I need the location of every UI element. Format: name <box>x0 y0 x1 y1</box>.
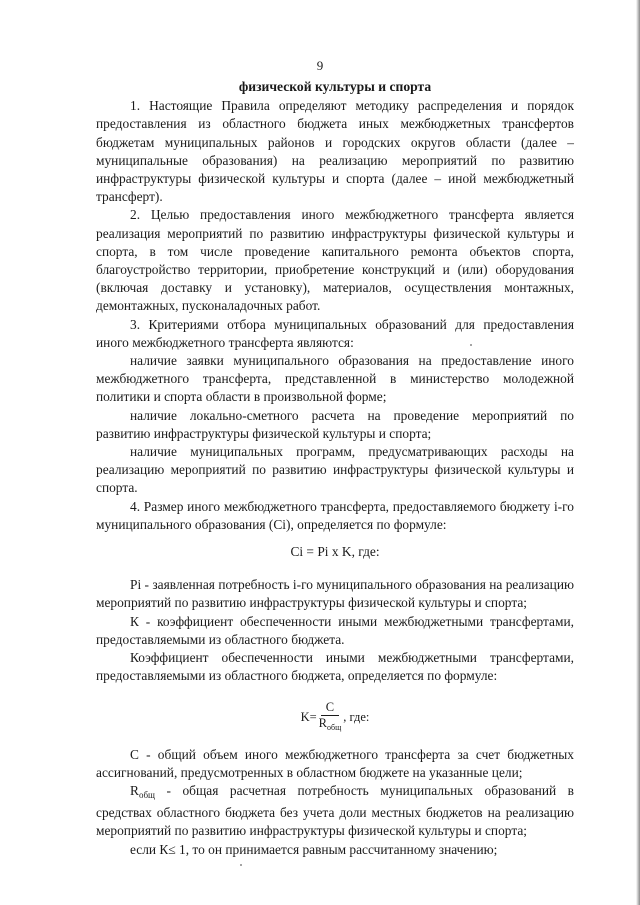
section-title: физической культуры и спорта <box>238 79 432 94</box>
paragraph-8 <box>96 576 574 612</box>
paragraph-6: наличие муниципальных программ, предусматривающих расходы на реализацию мероприятий по развитию инфраструктуры физической культуры и спорта. <box>96 444 574 496</box>
scan-edge-shadow <box>636 0 640 905</box>
denominator-symbol: R <box>318 715 328 730</box>
paragraph-12 <box>96 782 574 841</box>
document-body <box>96 78 574 859</box>
scan-speck <box>240 864 242 866</box>
paragraph-8-text: - заявленная потребность i-го муниципального образования на реализацию мероприятий по развитию инфраструктуры физической культуры и спорта; <box>96 577 574 611</box>
paragraph-11: С - общий объем иного межбюджетного трансферта за счет бюджетных ассигнований, предусмотренных в областном бюджете на указанные цели; <box>96 746 574 780</box>
page-number: 9 <box>316 58 324 73</box>
paragraph-12-text: - общая расчетная потребность муниципальных образований в средствах областного бюджета без учета доли местных бюджетов на реализацию мероприятий по развитию инфраструктуры физической культуры и спорта; <box>96 782 574 839</box>
paragraph-1: 1. Настоящие Правила определяют методику распределения и порядок предоставления из областного бюджета иных межбюджетных трансфертов бюджетам муниципальных районов и городских округов области (далее – муниципальные образования) на реализацию мероприятий по развитию инфраструктуры физической культуры и спорта (далее – иной межбюджетный трансферт). <box>96 98 574 205</box>
symbol-r-subscript: общ <box>138 789 155 800</box>
fraction-numerator: C <box>321 700 339 716</box>
formula-k-lhs: K= <box>300 709 317 724</box>
formula-k-suffix: , где: <box>343 709 370 724</box>
paragraph-5: наличие локально-сметного расчета на проведение мероприятий по развитию инфраструктуры физической культуры и спорта; <box>96 407 574 441</box>
paragraph-13: если К≤ 1, то он принимается равным рассчитанному значению; <box>130 841 498 857</box>
paragraph-4: наличие заявки муниципального образования на предоставление иного межбюджетного трансферта, представленной в министерство молодежной политики и спорта области в произвольной форме; <box>96 353 574 405</box>
paragraph-7: 4. Размер иного межбюджетного трансферта, предоставляемого бюджету i-го муниципального образования (Ci), определяется по формуле: <box>96 498 574 532</box>
formula-k <box>96 700 574 730</box>
fraction-denominator <box>319 716 342 735</box>
formula-ci: Ci = Pi х K, где: <box>290 544 380 560</box>
symbol-r: R <box>130 782 139 798</box>
paragraph-10: Коэффициент обеспеченности иными межбюджетными трансфертами, предоставляемыми из областного бюджета, определяется по формуле: <box>96 650 574 684</box>
paragraph-9: К - коэффициент обеспеченности иными межбюджетными трансфертами, предоставляемыми из областного бюджета. <box>96 613 574 647</box>
denominator-subscript: общ <box>327 722 342 732</box>
fraction <box>319 700 342 735</box>
paragraph-3: 3. Критериями отбора муниципальных образований для предоставления иного межбюджетного трансферта являются: <box>96 316 574 350</box>
scan-speck <box>470 344 472 346</box>
paragraph-2: 2. Целью предоставления иного межбюджетного трансферта является реализация мероприятий по развитию инфраструктуры физической культуры и спорта, в том числе проведение капитального ремонта объектов спорта, благоустройство территории, приобретение конструкций и (или) оборудования (включая доставку и установку), материалов, осуществления монтажных, демонтажных, пусконаладочных работ. <box>96 207 574 314</box>
symbol-pi: Pi <box>130 577 142 593</box>
